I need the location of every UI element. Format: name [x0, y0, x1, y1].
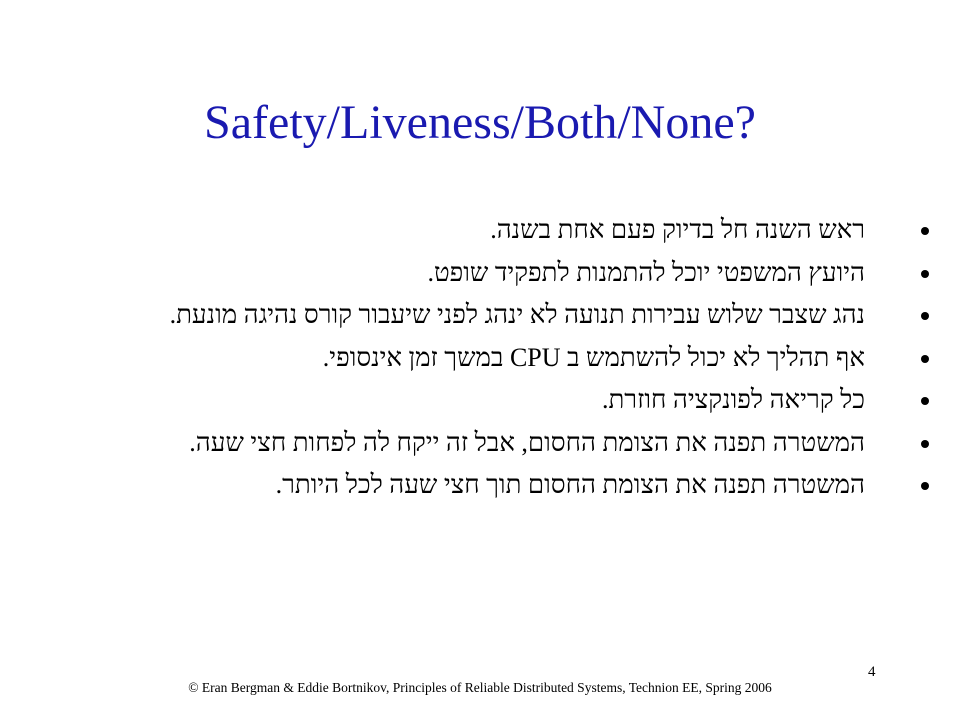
list-item [60, 297, 940, 340]
bullet-icon [921, 440, 929, 448]
bullet-icon [921, 397, 929, 405]
bullet-text: כל קריאה לפונקציה חוזרת. [601, 385, 865, 414]
bullet-list [60, 212, 940, 510]
bullet-text: נהג שצבר שלוש עבירות תנועה לא ינהג לפני שיעבור קורס נהיגה מונעת. [169, 300, 865, 329]
list-item [60, 212, 940, 255]
footer-copyright: © Eran Bergman & Eddie Bortnikov, Principles of Reliable Distributed Systems, Technion EE, Spring 2006 [188, 680, 772, 695]
bullet-icon [921, 312, 929, 320]
bullet-icon [921, 482, 929, 490]
list-item [60, 340, 940, 383]
bullet-icon [921, 355, 929, 363]
list-item [60, 425, 940, 468]
bullet-text: היועץ המשפטי יוכל להתמנות לתפקיד שופט. [427, 257, 865, 287]
bullet-text: המשטרה תפנה את הצומת החסום, אבל זה ייקח לה לפחות חצי שעה. [189, 427, 865, 457]
page-number: 4 [868, 664, 876, 680]
list-item [60, 382, 940, 425]
bullet-text: ראש השנה חל בדיוק פעם אחת בשנה. [490, 215, 865, 244]
bullet-icon [921, 270, 929, 278]
list-item [60, 467, 940, 510]
bullet-text: המשטרה תפנה את הצומת החסום תוך חצי שעה לכל היותר. [275, 470, 865, 499]
bullet-text: אף תהליך לא יכול להשתמש ב CPU במשך זמן אינסופי. [322, 342, 865, 372]
list-item [60, 255, 940, 298]
bullet-icon [921, 227, 929, 235]
slide-title: Safety/Liveness/Both/None? [204, 96, 756, 149]
